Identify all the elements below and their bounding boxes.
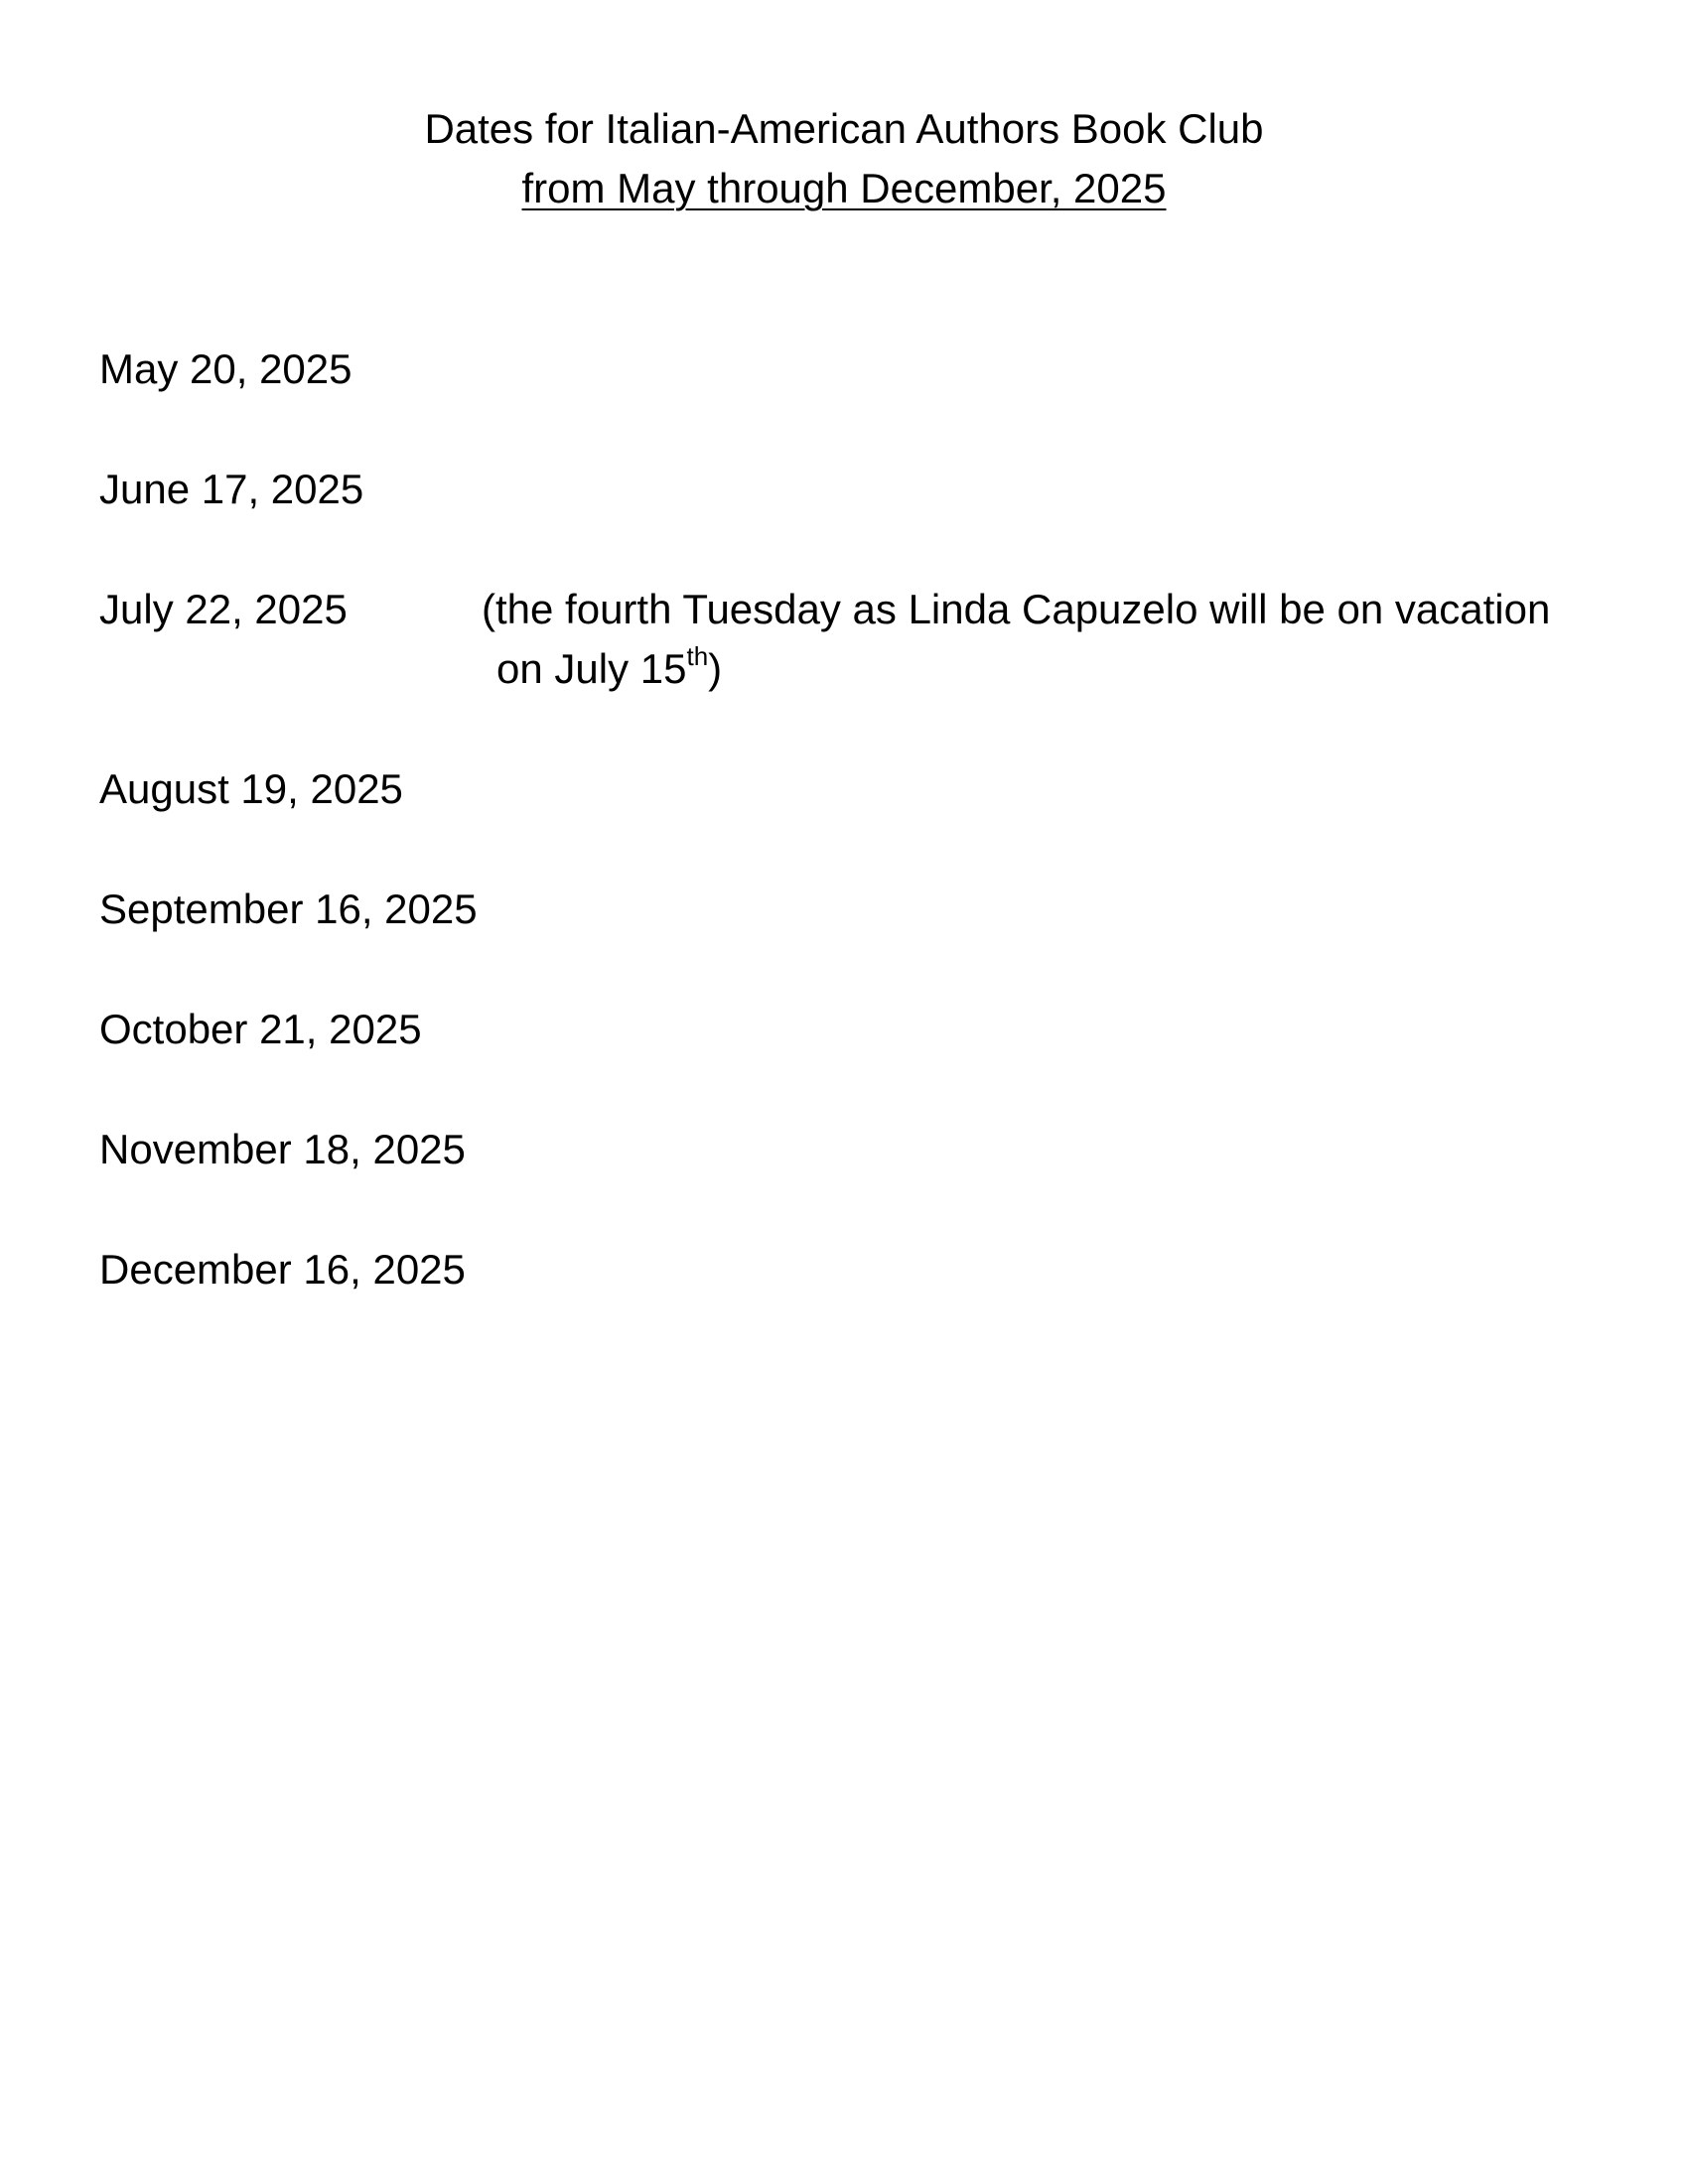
date-entry-june [99, 460, 363, 519]
july-note-prefix: on July 15 [496, 645, 687, 692]
date-text: August 19, 2025 [99, 765, 403, 812]
date-entry-december [99, 1240, 466, 1299]
date-entry-october [99, 1000, 422, 1059]
july-note-suffix: ) [708, 645, 723, 692]
date-entry-august [99, 759, 403, 819]
document-subtitle: from May through December, 2025 [521, 165, 1167, 211]
date-text: June 17, 2025 [99, 466, 364, 512]
date-entry-july [99, 580, 1551, 692]
july-note-line-2 [496, 639, 722, 699]
date-text: December 16, 2025 [99, 1246, 466, 1293]
date-text: July 22, 2025 [99, 586, 348, 632]
date-entry-november [99, 1120, 466, 1179]
date-entry-september [99, 880, 478, 939]
title-block [0, 99, 1688, 218]
date-entry-may [99, 340, 352, 399]
date-text: November 18, 2025 [99, 1126, 466, 1172]
date-text: October 21, 2025 [99, 1006, 422, 1052]
ordinal-superscript: th [686, 641, 709, 671]
document-title: Dates for Italian-American Authors Book Club [424, 105, 1264, 152]
july-note-line-1: (the fourth Tuesday as Linda Capuzelo will be on vacation [482, 586, 1551, 632]
date-text: September 16, 2025 [99, 886, 478, 932]
date-text: May 20, 2025 [99, 345, 352, 392]
